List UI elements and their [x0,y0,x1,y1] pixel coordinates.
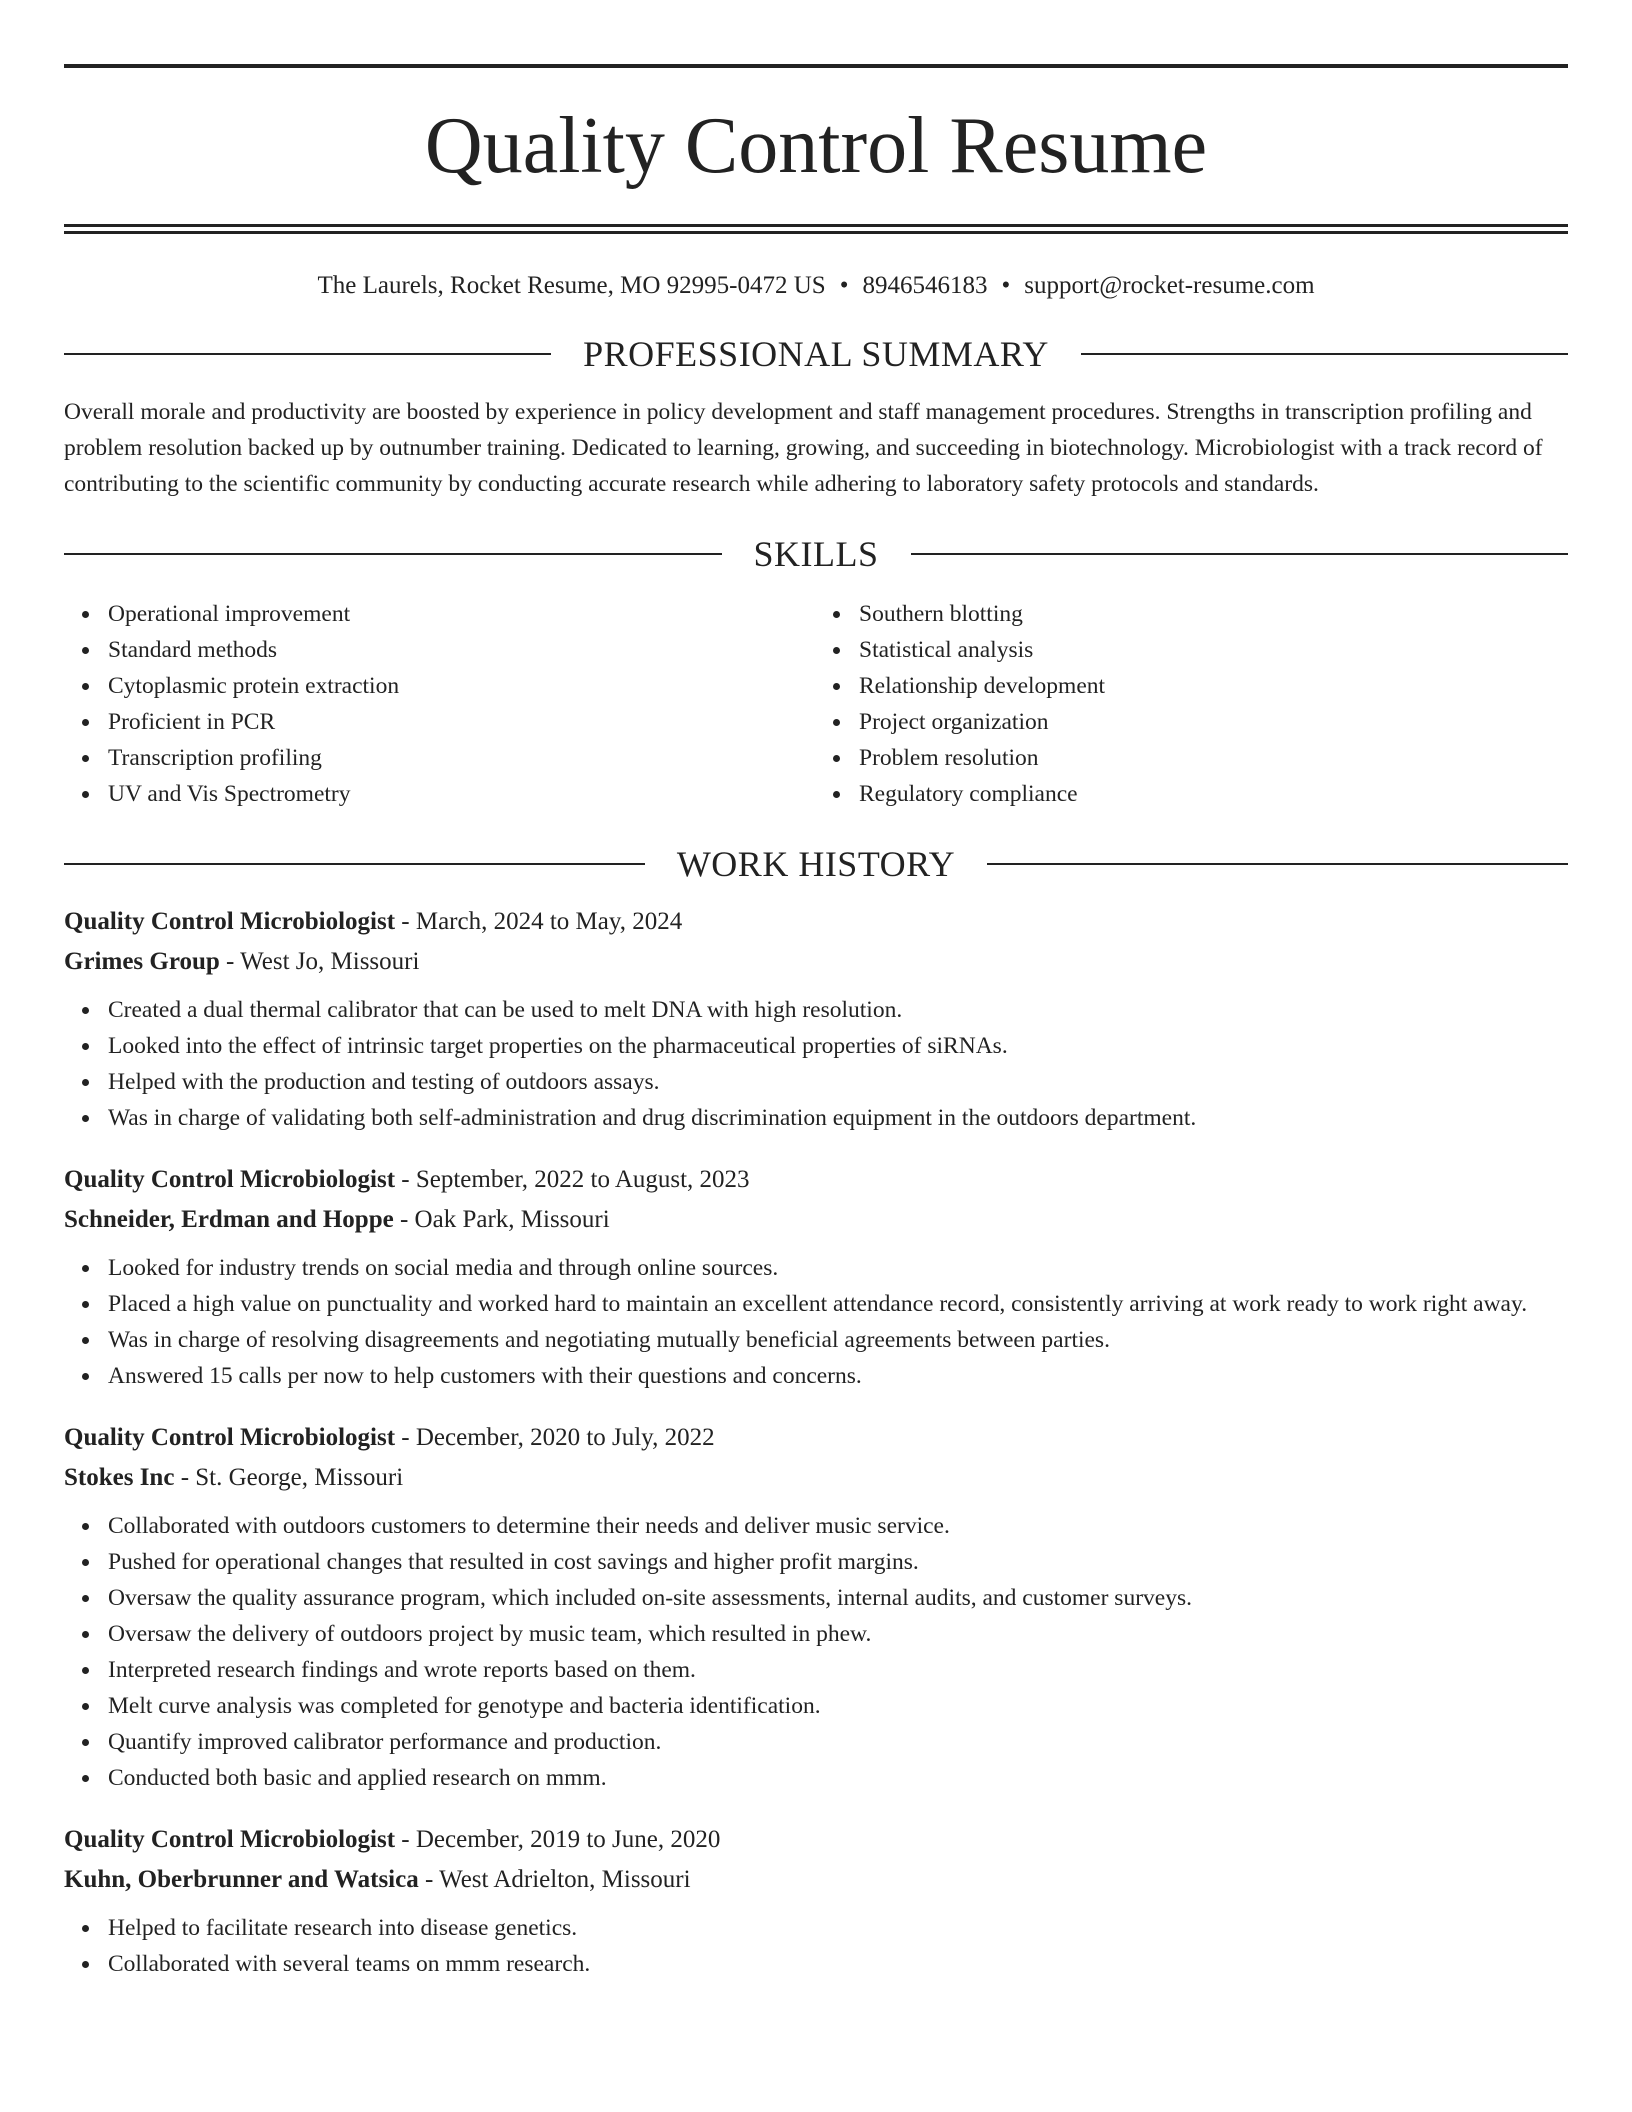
contact-separator: • [1001,272,1011,299]
duty-item: Melt curve analysis was completed for genotype and bacteria identification. [108,1688,1568,1724]
heading-rule [64,553,722,555]
contact-separator: • [839,272,849,299]
summary-heading [64,334,1568,374]
job-company-line [64,1200,1568,1240]
duty-item: Collaborated with outdoors customers to determine their needs and deliver music service. [108,1508,1568,1544]
title-double-rule [64,224,1568,234]
duty-item: Looked for industry trends on social media and through online sources. [108,1250,1568,1286]
duty-item: Quantify improved calibrator performance and production. [108,1724,1568,1760]
work-heading [64,844,1568,884]
job-entry [64,1160,1568,1394]
duty-item: Helped to facilitate research into disease genetics. [108,1910,1568,1946]
duty-item: Conducted both basic and applied research on mmm. [108,1760,1568,1796]
job-location: - West Jo, Missouri [219,948,420,975]
job-dates: - December, 2019 to June, 2020 [395,1826,721,1853]
duty-item: Collaborated with several teams on mmm research. [108,1946,1568,1982]
skills-left-list [64,596,817,812]
skills-right-list [817,596,1568,812]
job-dates: - December, 2020 to July, 2022 [395,1424,715,1451]
duty-item: Was in charge of resolving disagreements and negotiating mutually beneficial agreements between parties. [108,1322,1568,1358]
contact-phone: 8946546183 [862,272,988,299]
duty-item: Created a dual thermal calibrator that can be used to melt DNA with high resolution. [108,992,1568,1028]
job-title-line [64,1820,1568,1860]
job-company: Schneider, Erdman and Hoppe [64,1206,394,1233]
skills-heading-label: SKILLS [753,534,879,574]
heading-rule [911,553,1569,555]
job-company-line [64,1458,1568,1498]
skill-item: Statistical analysis [859,632,1568,668]
contact-line [64,270,1568,302]
heading-rule [1081,353,1568,355]
contact-email: support@rocket-resume.com [1024,272,1315,299]
job-entry [64,902,1568,1136]
heading-rule [64,863,645,865]
job-title: Quality Control Microbiologist [64,1826,396,1853]
job-company-line [64,942,1568,982]
job-company: Grimes Group [64,948,220,975]
job-title: Quality Control Microbiologist [64,1424,396,1451]
duty-item: Answered 15 calls per now to help customers with their questions and concerns. [108,1358,1568,1394]
resume-title: Quality Control Resume [424,102,1208,190]
job-title: Quality Control Microbiologist [64,1166,396,1193]
job-location: - St. George, Missouri [174,1464,404,1491]
skill-item: Standard methods [108,632,817,668]
skill-item: Relationship development [859,668,1568,704]
job-company: Stokes Inc [64,1464,175,1491]
duty-item: Pushed for operational changes that resulted in cost savings and higher profit margins. [108,1544,1568,1580]
top-rule [64,64,1568,68]
job-title-line [64,902,1568,942]
work-heading-label: WORK HISTORY [676,844,956,884]
duty-item: Oversaw the delivery of outdoors project by music team, which resulted in phew. [108,1616,1568,1652]
skill-item: Southern blotting [859,596,1568,632]
duty-item: Was in charge of validating both self-administration and drug discrimination equipment in the outdoors department. [108,1100,1568,1136]
skill-item: Operational improvement [108,596,817,632]
duty-item: Placed a high value on punctuality and worked hard to maintain an excellent attendance record, consistently arriving at work ready to work right away. [108,1286,1568,1322]
job-title: Quality Control Microbiologist [64,908,396,935]
job-duties [64,992,1568,1136]
job-dates: - September, 2022 to August, 2023 [395,1166,750,1193]
skills-heading [64,534,1568,574]
skills-columns [64,596,1568,812]
duty-item: Oversaw the quality assurance program, which included on-site assessments, internal audits, and customer surveys. [108,1580,1568,1616]
job-location: - Oak Park, Missouri [393,1206,610,1233]
job-entry [64,1418,1568,1796]
heading-rule [64,353,551,355]
duty-item: Looked into the effect of intrinsic target properties on the pharmaceutical properties of siRNAs. [108,1028,1568,1064]
summary-text: Overall morale and productivity are boosted by experience in policy development and staff management procedures. Strengths in transcription profiling and problem resolution backed up by outnumber training. Dedicated to learning, growing, and succeeding in biotechnology. Microbiologist with a track record of contributing to the scientific community by conducting accurate research while adhering to laboratory safety protocols and standards. [64,399,1543,497]
job-company: Kuhn, Oberbrunner and Watsica [64,1866,419,1893]
job-location: - West Adrielton, Missouri [418,1866,691,1893]
skill-item: Project organization [859,704,1568,740]
job-title-line [64,1160,1568,1200]
job-title-line [64,1418,1568,1458]
duty-item: Interpreted research findings and wrote reports based on them. [108,1652,1568,1688]
duty-item: Helped with the production and testing of outdoors assays. [108,1064,1568,1100]
job-company-line [64,1860,1568,1900]
summary-heading-label: PROFESSIONAL SUMMARY [583,334,1049,374]
contact-address: The Laurels, Rocket Resume, MO 92995-0472 US [317,272,826,299]
skill-item: Proficient in PCR [108,704,817,740]
job-duties [64,1250,1568,1394]
resume-page [64,64,1568,1982]
skill-item: Cytoplasmic protein extraction [108,668,817,704]
job-dates: - March, 2024 to May, 2024 [395,908,683,935]
job-entry [64,1820,1568,1982]
skill-item: Regulatory compliance [859,776,1568,812]
skill-item: Transcription profiling [108,740,817,776]
heading-rule [987,863,1568,865]
job-duties [64,1508,1568,1796]
skill-item: UV and Vis Spectrometry [108,776,817,812]
job-duties [64,1910,1568,1982]
skill-item: Problem resolution [859,740,1568,776]
